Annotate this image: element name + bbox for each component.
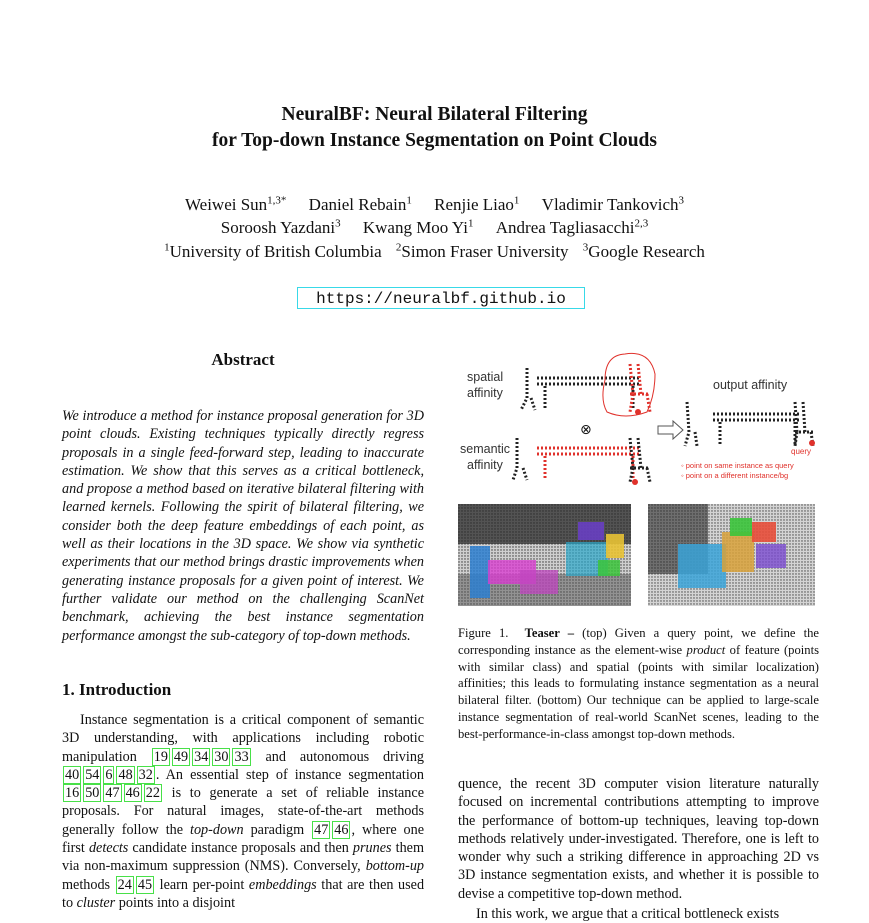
citation-link[interactable]: 54	[85, 766, 100, 783]
label-query: query	[791, 447, 812, 456]
citation-link[interactable]: 50	[85, 785, 100, 802]
label-semantic-affinity: affinity	[467, 458, 503, 472]
legend-same-instance: ◦ point on same instance as query	[681, 461, 794, 470]
citation-link[interactable]: 48	[118, 766, 133, 783]
title-line-2: for Top-down Instance Segmentation on Point Clouds	[212, 130, 657, 151]
abstract-heading: Abstract	[211, 350, 275, 369]
affiliations	[0, 241, 869, 262]
author: Weiwei Sun$^{1,3*}$	[184, 194, 287, 214]
citation-link[interactable]: 47	[105, 785, 120, 802]
citation-link[interactable]: 47	[314, 821, 329, 838]
citation-link[interactable]: 32	[138, 766, 153, 783]
citation-link[interactable]: 49	[173, 748, 189, 765]
arrow-icon	[658, 421, 683, 439]
abstract-text: We introduce a method for instance proposal generation for 3D point clouds. Existing techniques typically directly regress proposals in a single feed-forward step, leading to inaccurate estimation. We show that this serves as a critical bottleneck, and propose a method based on iterative bilateral filtering with learned kernels. Following the spirit of bilateral filtering, we consider both the deep feature embeddings of each point, as well as their locations in the 3D space. We show via synthetic experiments that our method brings drastic improvements when generating instance proposals for a given point of interest. We further validate our method on the challenging ScanNet benchmark, achieving the best instance segmentation performance amongst the sub-category of top-down methods.	[62, 408, 424, 644]
introduction-paragraph: Instance segmentation is a critical component of semantic 3D understanding, with applications including robotic manipulation 19 49 34 30 33 and autonomous driving 40 54 6 48 32 . An essential step of instance segmentation 16 50 47 46 22 is to generate a set of reliable instance proposals. For natural images, state-of-the-art methods generally follow the top-down paradigm 47 46 , where one first detects candidate instance proposals and then prunes them via non-maximum suppression (NMS). Conversely, bottom-up methods 24 45 learn per-point embeddings that are then used to cluster points into a disjoint	[62, 712, 425, 911]
citation-link[interactable]: 24	[117, 876, 132, 893]
citation-link[interactable]: 19	[153, 748, 168, 765]
paper-title	[0, 102, 869, 154]
affiliation: $^3$Google Research	[582, 241, 705, 261]
project-url-link[interactable]: https://neuralbf.github.io	[297, 287, 585, 309]
scannet-scene-image-2	[648, 504, 815, 606]
semantic-affinity-table	[537, 448, 640, 480]
label-spatial: spatial	[467, 370, 504, 384]
citation-link[interactable]: 34	[194, 748, 209, 765]
author: Andrea Tagliasacchi$^{2,3}$	[495, 217, 649, 237]
author: Daniel Rebain$^1$	[308, 194, 412, 214]
citation-link[interactable]: 22	[145, 785, 160, 802]
figure-caption: Figure 1. Teaser – (top) Given a query point, we define the corresponding instance as the element-wise product of feature (points with similar class) and spatial (points with similar localization) affinities; this leads to formulating instance segmentation as a neural bilateral filter. (bottom) Our technique can be applied to large-scale instance segmentation of real-world ScanNet scenes, leading to the best-performance-in-class amongst top-down methods.	[458, 626, 819, 741]
query-point-icon	[635, 409, 641, 415]
citation-link[interactable]: 45	[137, 876, 153, 893]
author: Renjie Liao$^1$	[434, 194, 520, 214]
citation-link[interactable]: 33	[234, 748, 249, 765]
scannet-scene-image-1	[458, 504, 631, 606]
citation-link[interactable]: 46	[125, 785, 140, 802]
citation-link[interactable]: 6	[105, 766, 113, 783]
right-column-paragraph: quence, the recent 3D computer vision literature naturally focused on incremental contributions attempting to improve the performance of bottom-up techniques, leaving top-down methods relatively under-investigated. Therefore, one is left to wonder why such a striking difference in approaching 2D vs 3D instance segmentation exists, and whether it is possible to devise a competitive top-down method. In this work, we argue that a critical bottleneck exists	[458, 776, 819, 923]
affiliation: $^2$Simon Fraser University	[395, 241, 569, 261]
title-line-1: NeuralBF: Neural Bilateral Filtering	[281, 104, 588, 125]
label-output-affinity: output affinity	[713, 378, 788, 392]
authors-row-2	[0, 211, 869, 240]
output-affinity-table	[685, 402, 813, 446]
spatial-affinity-chair	[630, 364, 650, 412]
citation-link[interactable]: 30	[214, 748, 229, 765]
spatial-affinity-table	[521, 368, 640, 410]
label-spatial-affinity: affinity	[467, 386, 503, 400]
citation-link[interactable]: 16	[65, 785, 80, 802]
legend-different-instance: ◦ point on a different instance/bg	[681, 471, 789, 480]
author: Kwang Moo Yi$^1$	[362, 217, 474, 237]
label-semantic: semantic	[460, 442, 511, 456]
affiliation: $^1$University of British Columbia	[164, 241, 382, 261]
semantic-chairs	[513, 438, 650, 482]
author: Soroosh Yazdani$^3$	[220, 217, 341, 237]
citation-link[interactable]: 46	[334, 821, 349, 838]
teaser-diagram	[455, 350, 820, 495]
author: Vladimir Tankovich$^3$	[541, 194, 685, 214]
section-heading-introduction: 1. Introduction	[62, 680, 172, 699]
query-point-icon	[632, 479, 638, 485]
query-point-icon	[809, 440, 815, 446]
product-operator-icon: ⊗	[580, 422, 592, 438]
citation-link[interactable]: 40	[65, 766, 80, 783]
